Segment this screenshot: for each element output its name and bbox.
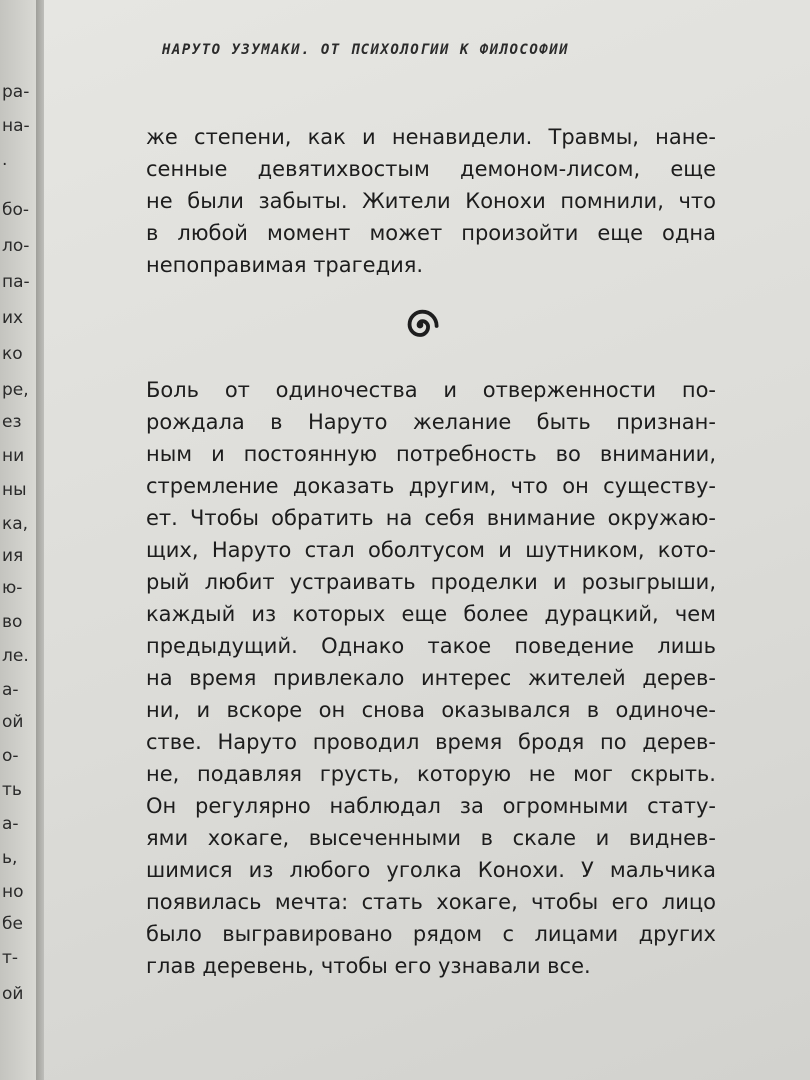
left-page-fragment: ко [2, 344, 23, 364]
left-page-fragment: ой [2, 984, 24, 1004]
left-page-fragment: ло- [2, 236, 30, 256]
text-line: сенные девятихвостым демоном-лисом, еще [146, 157, 716, 181]
text-line: на время привлекало интерес жителей дерев- [146, 666, 716, 690]
left-page-fragment: ез [2, 412, 22, 432]
text-line: ет. Чтобы обратить на себя внимание окружаю- [146, 506, 716, 530]
left-page-fragment: а- [2, 814, 19, 834]
left-page-fragment: о- [2, 746, 19, 766]
paragraph-2 [146, 374, 716, 982]
left-page-fragment: а- [2, 680, 19, 700]
left-page-fragment: ле. [2, 646, 29, 666]
left-page-fragment: бе [2, 914, 23, 934]
left-page-fragment: ия [2, 546, 24, 566]
text-line: не были забыты. Жители Конохи помнили, что [146, 189, 716, 213]
text-line: каждый из которых еще более дурацкий, чем [146, 602, 716, 626]
text-line: ни, и вскоре он снова оказывался в одиноче- [146, 698, 716, 722]
text-line: предыдущий. Однако такое поведение лишь [146, 634, 716, 658]
left-page-fragment: ра- [2, 82, 30, 102]
text-line: ями хокаге, высеченными в скале и виднев- [146, 826, 716, 850]
spiral-icon [401, 306, 439, 344]
text-line: Он регулярно наблюдал за огромными стату- [146, 794, 716, 818]
left-page-fragment: но [2, 882, 24, 902]
left-page-fragment: т- [2, 948, 19, 968]
text-line: появилась мечта: стать хокаге, чтобы его лицо [146, 890, 716, 914]
text-line: рождала в Наруто желание быть признан- [146, 410, 716, 434]
left-page-fragment: ре, [2, 380, 29, 400]
left-page-fragment: ь, [2, 848, 18, 868]
left-page-fragment: ни [2, 446, 25, 466]
text-line: стве. Наруто проводил время бродя по дерев- [146, 730, 716, 754]
paragraph-1 [146, 121, 716, 281]
left-page-fragment: ка, [2, 514, 29, 534]
text-line: Боль от одиночества и отверженности по- [146, 378, 716, 402]
text-line: рый любит устраивать проделки и розыгрыши, [146, 570, 716, 594]
text-line: стремление доказать другим, что он существу- [146, 474, 716, 498]
text-line: шимися из любого уголка Конохи. У мальчика [146, 858, 716, 882]
text-line: же степени, как и ненавидели. Травмы, нане- [146, 125, 716, 149]
running-head: НАРУТО УЗУМАКИ. ОТ ПСИХОЛОГИИ К ФИЛОСОФИИ [162, 42, 570, 58]
left-page-fragment: . [2, 150, 8, 170]
left-page-edge [0, 0, 36, 1080]
text-line: в любой момент может произойти еще одна [146, 221, 716, 245]
text-line: глав деревень, чтобы его узнавали все. [146, 954, 591, 978]
text-line: не, подавляя грусть, которую не мог скрыть. [146, 762, 716, 786]
text-line: было выгравировано рядом с лицами других [146, 922, 716, 946]
left-page-fragment: на- [2, 116, 30, 136]
left-page-fragment: бо- [2, 200, 30, 220]
left-page-fragment: ой [2, 712, 24, 732]
left-page-fragment: па- [2, 272, 30, 292]
text-line: непоправимая трагедия. [146, 253, 424, 277]
text-line: ным и постоянную потребность во внимании, [146, 442, 716, 466]
left-page-fragment: их [2, 308, 24, 328]
left-page-fragment: ю- [2, 578, 23, 598]
text-line: щих, Наруто стал оболтусом и шутником, кото- [146, 538, 716, 562]
left-page-fragment: ны [2, 480, 27, 500]
left-page-fragment: во [2, 612, 23, 632]
left-page-fragment: ть [2, 780, 22, 800]
